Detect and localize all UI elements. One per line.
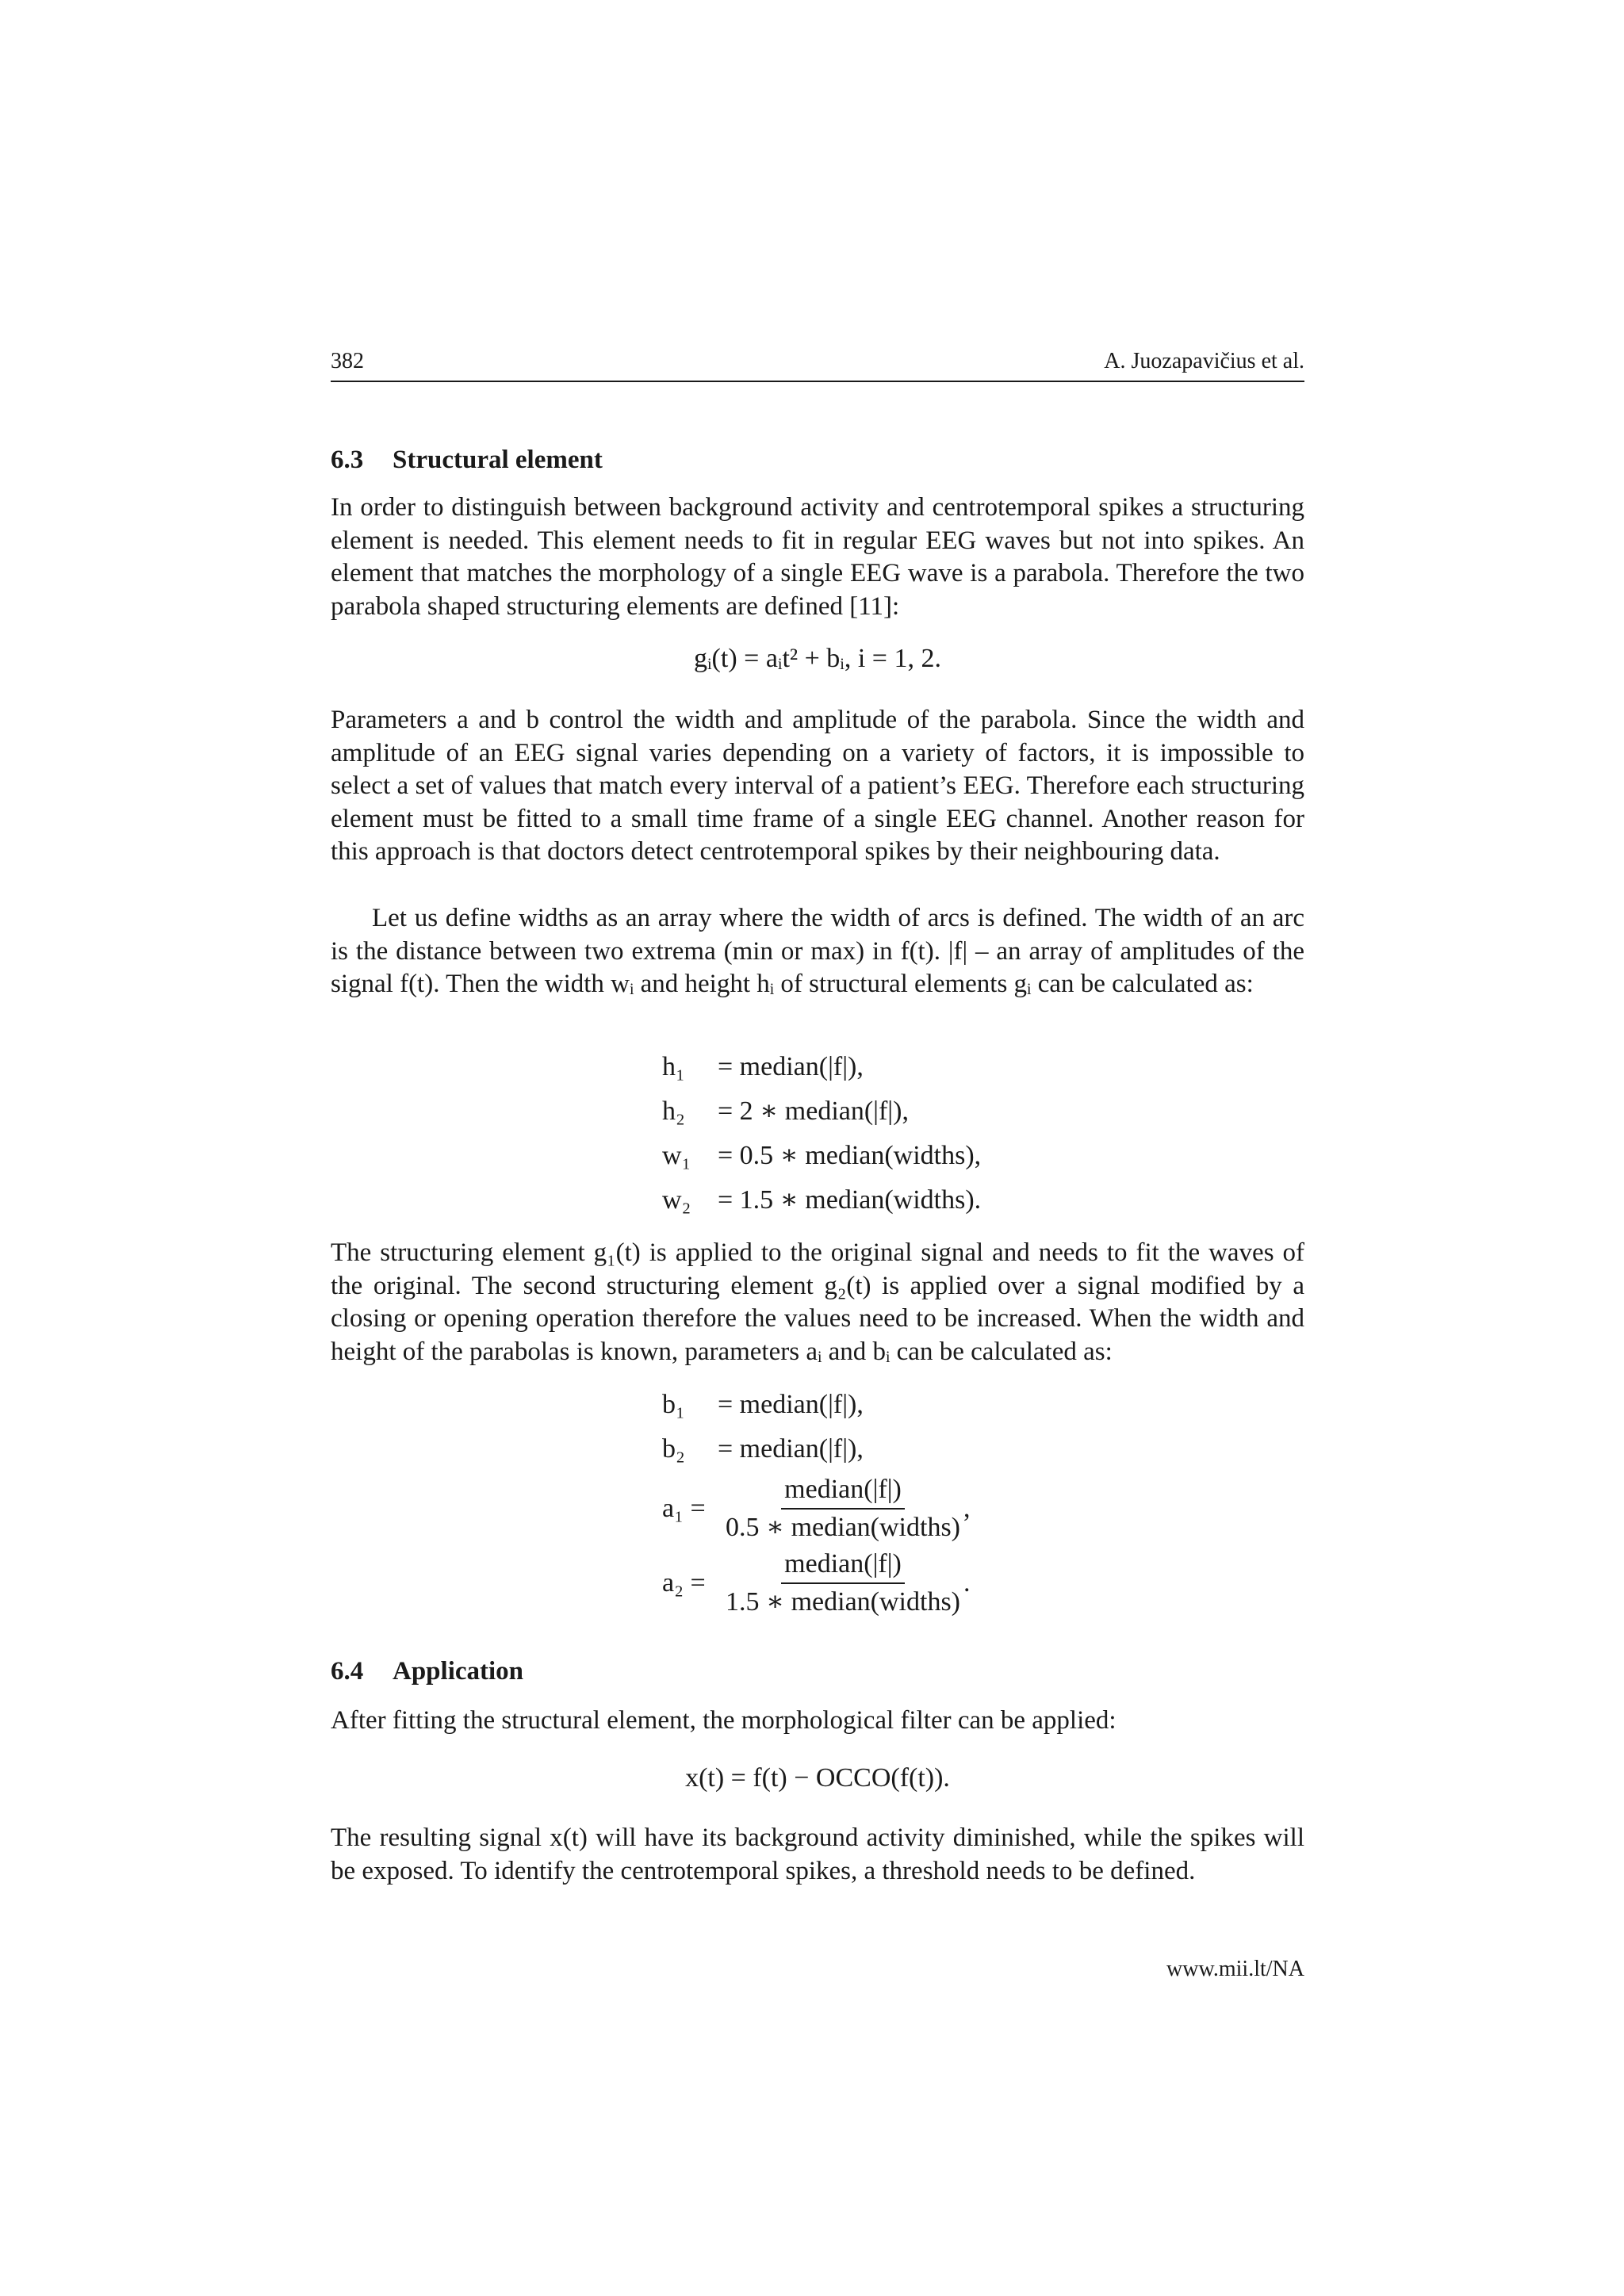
equation-row bbox=[662, 1045, 981, 1089]
equation-row bbox=[662, 1427, 971, 1471]
equation-fraction-row bbox=[662, 1546, 971, 1621]
section-number: 6.3 bbox=[331, 446, 364, 474]
running-authors: A. Juozapavičius et al. bbox=[1104, 349, 1304, 373]
equation-rhs: = median(|f|), bbox=[718, 1434, 864, 1464]
equation-rhs: = median(|f|), bbox=[718, 1052, 864, 1081]
equations-a-b bbox=[662, 1383, 971, 1621]
equations-height-width bbox=[662, 1045, 981, 1223]
section-title: Application bbox=[393, 1657, 524, 1686]
paragraph-parameters: Parameters a and b control the width and amplitude of the parabola. Since the width and amplitude of an EEG signal varies depending on a variety of factors, it is impossible to select a set of values that match every interval of a patient’s EEG. Therefore each structuring element must be fitted to a small time frame of a single EEG channel. Another reason for this approach is that doctors detect centrotemporal spikes by their neighbouring data. bbox=[331, 706, 1304, 866]
equation-lhs: a₁ = bbox=[662, 1494, 706, 1523]
footer-url: www.mii.lt/NA bbox=[1166, 1957, 1304, 1981]
equation-lhs: b₁ bbox=[662, 1390, 685, 1419]
section-heading-6-4 bbox=[331, 1657, 523, 1686]
equation-end: . bbox=[963, 1568, 971, 1598]
equation-rhs: = 1.5 ∗ median(widths). bbox=[718, 1185, 982, 1215]
paragraph-structuring-application: The structuring element g₁(t) is applied to the original signal and needs to fit the waves of the original. The second structuring element g₂(t) is applied over a signal modified by a closing or opening operation therefore the values need to be increased. When the width and height of the parabolas is known, parameters aᵢ and bᵢ can be calculated as: bbox=[331, 1238, 1304, 1366]
fraction bbox=[722, 1473, 963, 1544]
equation-lhs: a₂ = bbox=[662, 1568, 706, 1598]
paragraph-widths-definition: Let us define widths as an array where the width of arcs is defined. The width of an arc is the distance between two extrema (min or max) in f(t). |f| – an array of amplitudes of the signal f(t). Then the width wᵢ and height hᵢ of structural elements gᵢ can be calculated as: bbox=[331, 904, 1304, 998]
equation-lhs: b₂ bbox=[662, 1434, 685, 1464]
fraction-numerator: median(|f|) bbox=[781, 1473, 905, 1510]
equation-rhs: = 2 ∗ median(|f|), bbox=[718, 1096, 909, 1126]
section-number: 6.4 bbox=[331, 1657, 364, 1686]
equation-row bbox=[662, 1383, 971, 1427]
paragraph-structuring-intro: In order to distinguish between background activity and centrotemporal spikes a structuring element is needed. This element needs to fit in regular EEG waves but not into spikes. An element that matches the morphology of a single EEG wave is a parabola. Therefore the two parabola shaped structuring elements are defined [11]: bbox=[331, 493, 1304, 621]
equation-morphological-filter: x(t) = f(t) − OCCO(f(t)). bbox=[685, 1763, 950, 1793]
equation-row bbox=[662, 1178, 981, 1223]
paragraph-application-intro: After fitting the structural element, the morphological filter can be applied: bbox=[331, 1706, 1116, 1735]
equation-rhs: = 0.5 ∗ median(widths), bbox=[718, 1141, 982, 1170]
fraction-numerator: median(|f|) bbox=[781, 1548, 905, 1584]
equation-row bbox=[662, 1134, 981, 1178]
equation-row bbox=[662, 1089, 981, 1134]
fraction bbox=[722, 1548, 963, 1619]
fraction-denominator: 1.5 ∗ median(widths) bbox=[726, 1587, 961, 1617]
page-number: 382 bbox=[331, 349, 364, 373]
equation-end: , bbox=[963, 1494, 971, 1523]
equation-lhs: w₁ bbox=[662, 1141, 691, 1170]
section-title: Structural element bbox=[393, 446, 603, 474]
equation-lhs: w₂ bbox=[662, 1185, 691, 1215]
equation-parabola: gᵢ(t) = aᵢt² + bᵢ, i = 1, 2. bbox=[694, 644, 941, 673]
paragraph-resulting-signal: The resulting signal x(t) will have its background activity diminished, while the spikes will be exposed. To identify the centrotemporal spikes, a threshold needs to be defined. bbox=[331, 1823, 1304, 1885]
equation-fraction-row bbox=[662, 1471, 971, 1546]
equation-lhs: h₁ bbox=[662, 1052, 685, 1081]
fraction-denominator: 0.5 ∗ median(widths) bbox=[726, 1513, 961, 1542]
equation-rhs: = median(|f|), bbox=[718, 1390, 864, 1419]
equation-lhs: h₂ bbox=[662, 1096, 685, 1126]
running-head bbox=[331, 349, 1304, 382]
section-heading-6-3 bbox=[331, 446, 603, 475]
